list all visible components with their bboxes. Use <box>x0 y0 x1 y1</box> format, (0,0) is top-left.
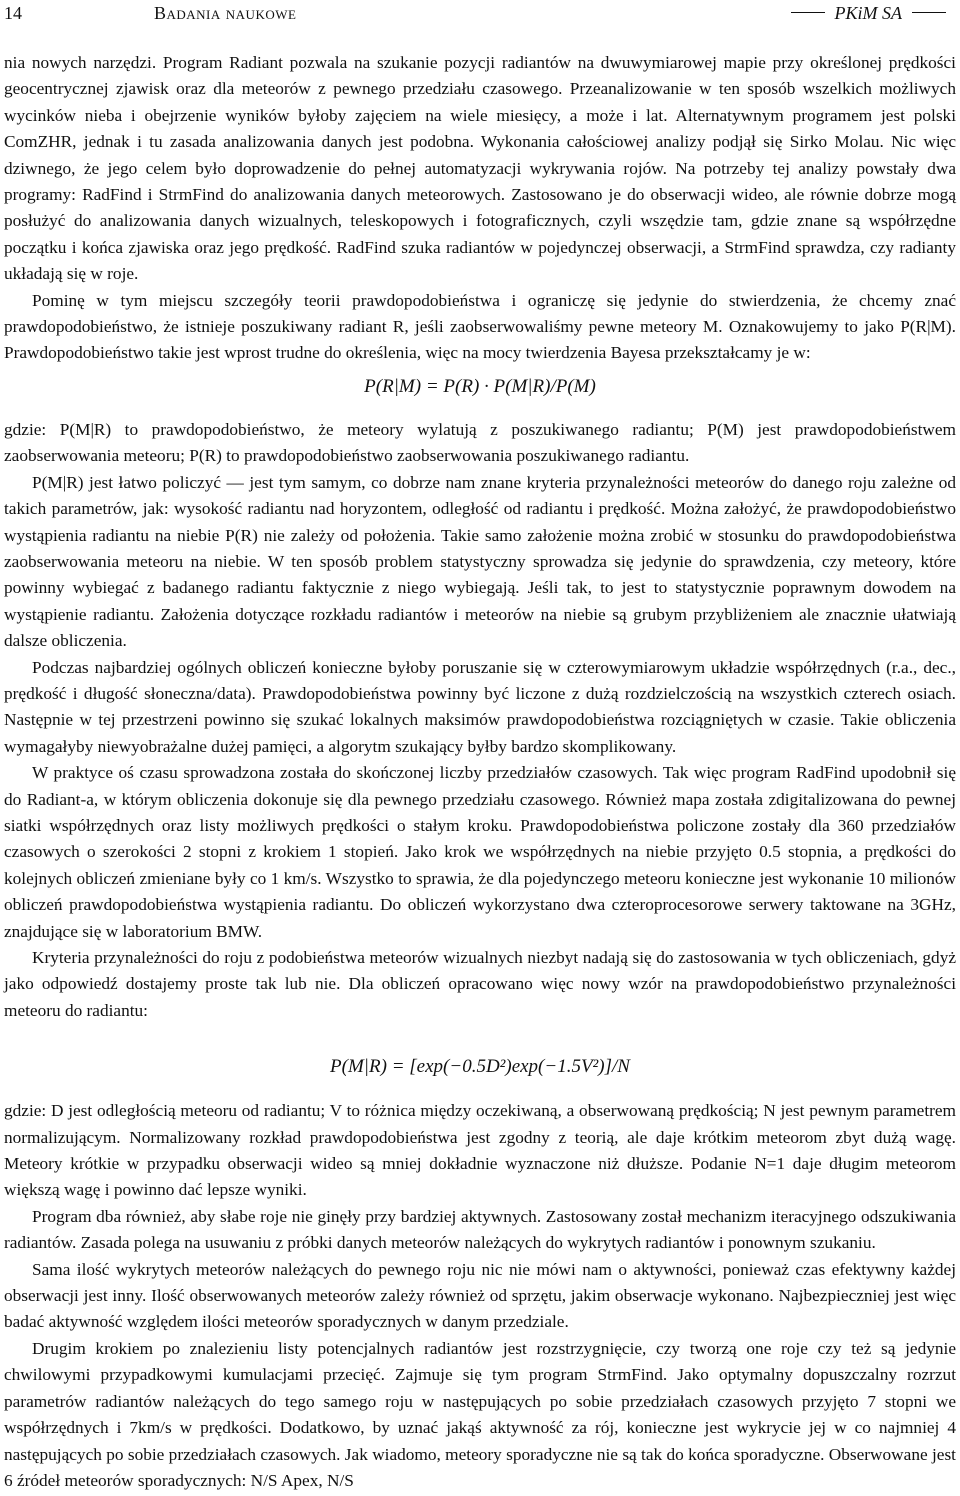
paragraph-10: Sama ilość wykrytych meteorów należących do pewnego roju nic nie mówi nam o aktywności, ponieważ czas efektywny każdej obserwacji jest inny. Ilość obserwowanych meteorów zależy również od sprzętu, jakim obserwacje wykonano. Najbezpieczniej jest więc badać aktywność względem ilości meteorów sporadycznych w danym przedziale. <box>4 1259 956 1332</box>
paragraph-3: gdzie: P(M|R) to prawdopodobieństwo, że meteory wylatują z poszukiwanego radiantu; P(M) jest prawdopodobieństwem zaobserwowania meteoru; P(R) to prawdopodobieństwo zaobserwowania poszukiwanego radiantu. <box>4 419 956 466</box>
paragraph-9: Program dba również, aby słabe roje nie ginęły przy bardziej aktywnych. Zastosowany został mechanizm iteracyjnego odszukiwania radiantów. Zasada polega na usuwaniu z próbki danych meteorów należących do wykrytych radiantów i ponownym szukaniu. <box>4 1206 956 1253</box>
section-title: Badania naukowe <box>154 3 297 23</box>
paragraph-7: Kryteria przynależności do roju z podobieństwa meteorów wizualnych niezbyt nadają się do zastosowania w tych obliczeniach, gdyż jako odpowiedź dostajemy proste tak lub nie. Dla obliczeń opracowano więc nowy wzór na prawdopodobieństwo przynależności meteoru do radiantu: <box>4 948 956 1020</box>
publication-name: PKiM SA <box>834 3 902 23</box>
publication-title <box>781 0 957 26</box>
paragraph-2: Pominę w tym miejscu szczegóły teorii prawdopodobieństwa i ograniczę się jedynie do stwierdzenia, że chcemy znać prawdopodobieństwo, że istnieje poszukiwany radiant R, jeśli zaobserwowaliśmy pewne meteory M. Oznakowujemy to jako P(R|M). Prawdopodobieństwo takie jest wprost trudne do określenia, więc na mocy twierdzenia Bayesa przekształcamy je w: <box>4 290 956 363</box>
page-number: 14 <box>4 3 22 23</box>
paragraph-5: Podczas najbardziej ogólnych obliczeń konieczne byłoby poruszanie się w czterowymiarowym układzie współrzędnych (r.a., dec., prędkość i długość słoneczna/data). Prawdopodobieństwa powinny być liczone z dużą rozdzielczością na wszystkich czterech osiach. Następnie w tej przestrzeni powinno się szukać lokalnych maksimów prawdopodobieństwa rozciągniętych w czasie. Takie obliczenia wymagałyby niewyobrażalne dużej pamięci, a algorytm szukający byłby bardzo skomplikowany. <box>4 657 956 756</box>
paragraph-8: gdzie: D jest odległością meteoru od radiantu; V to różnica między oczekiwaną, a obserwowaną prędkością; N jest pewnym parametrem normalizującym. Normalizowany rozkład prawdopodobieństwa jest zgodny z teorią, ale daje krótkim meteorom zbyt dużą wagę. Meteory krótkie w przypadku obserwacji wideo są mniej dokładnie wyznaczone niż dłuższe. Podanie N=1 daje długim meteorom większą wagę i powinno dać lepsze wyniki. <box>4 1101 956 1200</box>
paragraph-4: P(M|R) jest łatwo policzyć — jest tym samym, co dobrze nam znane kryteria przynależności meteorów do danego roju zależne od takich parametrów, jak: wysokość radiantu nad horyzontem, odległość od radiantu i prędkość. Można założyć, że prawdopodobieństwo wystąpienia radiantu na niebie P(R) nie zależy od położenia. Takie samo założenie można zrobić w stosunku do prawdopodobieństwa zaobserwowania meteoru na niebie. W ten sposób problem statystyczny sprowadza się jedynie do sprawdzenia, czy meteory, które powinny wybiegać z badanego radiantu faktycznie z niego wybiegają. Jeśli tak, to jest to statystycznie poprawnym dowodem na wystąpienie radiantu. Założenia dotyczące rozkładu radiantów i meteorów na niebie są grubym przybliżeniem ale znacznie ułatwiają dalsze obliczenia. <box>4 472 956 651</box>
paragraph-1: nia nowych narzędzi. Program Radiant pozwala na szukanie pozycji radiantów na dwuwymiarowej mapie przy określonej prędkości geocentrycznej zjawisk oraz dla meteorów z pewnego przedziału czasowego. Przeanalizowanie w ten sposób wszelkich możliwych wycinków nieba i obejrzenie wyników byłoby zajęciem na wiele miesięcy, a może i lat. Alternatywnym programem jest polski ComZHR, jednak i tu zasada analizowania danych jest podobna. Wykonania całościowej analizy podjął się Sirko Molau. Nic więc dziwnego, że jego celem było doprowadzenie do pełnej automatyzacji wykrywania rojów. Na potrzeby tej analizy powstały dwa programy: RadFind i StrmFind do analizowania danych meteorowych. Zastosowano je do obserwacji wideo, ale równie dobrze mogą posłużyć do analizowania danych wizualnych, teleskopowych i fotograficznych, czyli wszędzie tam, gdzie znane są współrzędne początku i końca zjawiska oraz jego prędkość. RadFind szuka radiantów w pojedynczej obserwacji, a StrmFind sprawdza, czy radianty układają się w roje. <box>4 53 956 284</box>
paragraph-11: Drugim krokiem po znalezieniu listy potencjalnych radiantów jest rozstrzygnięcie, czy tworzą one roje czy też są jedynie chwilowymi przypadkowymi kumulacjami przecięć. Zajmuje się tym program StrmFind. Jako optymalny dopuszczalny rozrzut parametrów radiantów należących do tego samego roju w następujących po sobie przedziałach czasowych przyjęto 7 stopni we współrzędnych i 7km/s w prędkości. Dodatkowo, by uznać jakąś aktywność za rój, konieczne jest wykrycie jej w co najmniej 4 następujących po sobie przedziałach czasowych. Jak wiadomo, meteory sporadyczne nie są tak do końca sporadyczne. Obserwowane jest 6 źródeł meteorów sporadycznych: N/S Apex, N/S <box>4 1338 956 1490</box>
page-header <box>4 0 956 26</box>
bayes-equation: P(R|M) = P(R) · P(M|R)/P(M) <box>364 375 596 397</box>
membership-equation: P(M|R) = [exp(−0.5D²)exp(−1.5V²)]/N <box>330 1056 630 1078</box>
article-body <box>4 50 956 1494</box>
paragraph-6: W praktyce oś czasu sprowadzona została do skończonej liczby przedziałów czasowych. Tak więc program RadFind upodobnił się do Radiant-a, w którym obliczenia dokonuje się dla pewnego przedziału czasowego. Również mapa została zdigitalizowana do pewnej siatki współrzędnych oraz listy możliwych prędkości o stałym kroku. Prawdopodobieństwa policzone zostały dla 360 przedziałów czasowych o szerokości 2 stopni z krokiem 1 stopień. Jako krok we współrzędnych na niebie przyjęto 0.5 stopnia, a prędkości do kolejnych obliczeń zmieniane były co 1 km/s. Wszystko to sprawia, że dla pojedynczego meteoru konieczne jest wykonanie 10 milionów obliczeń prawdopodobieństwa wystąpienia radiantu. Do obliczeń wykorzystano dwa czteroprocesorowe serwery taktowane na 3GHz, znajdujące się w laboratorium BMW. <box>4 763 956 941</box>
